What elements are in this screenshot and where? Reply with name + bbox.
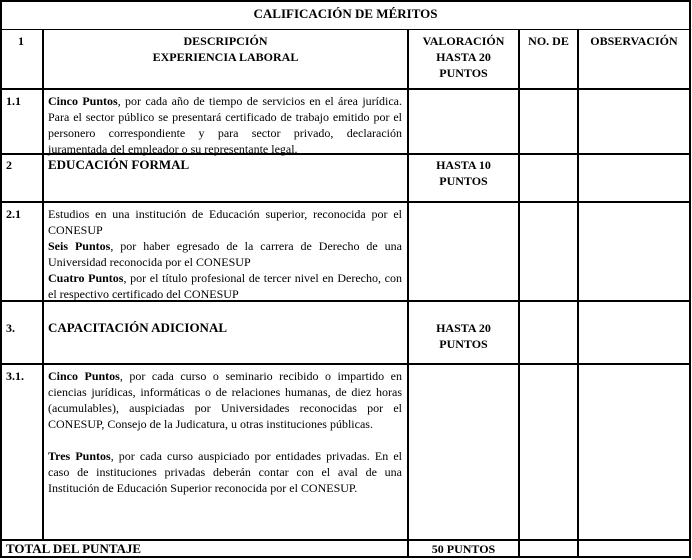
row-number: 3. bbox=[6, 321, 15, 335]
points-label: Seis Puntos bbox=[48, 239, 111, 253]
description-text: , por haber egresado de la carrera de Derecho de una Universidad reconocida por el CONESUP bbox=[48, 239, 403, 269]
rule-col-observacion bbox=[577, 30, 579, 558]
rule-top bbox=[0, 0, 691, 2]
rule-col-no-de bbox=[518, 30, 520, 558]
header-experience: EXPERIENCIA LABORAL bbox=[152, 50, 299, 64]
header-valoracion-max: HASTA 20 bbox=[436, 50, 491, 64]
description-paragraph bbox=[48, 238, 402, 270]
valoracion-unit: PUNTOS bbox=[439, 174, 488, 188]
row-number: 2 bbox=[6, 158, 12, 172]
valoracion-unit: PUNTOS bbox=[439, 337, 488, 351]
rule-row3-bottom bbox=[0, 363, 691, 365]
header-number: 1 bbox=[18, 34, 24, 48]
points-label: Cinco Puntos bbox=[48, 94, 118, 108]
description-text: , por cada curso auspiciado por entidades privadas. En el caso de instituciones privadas deberán contar con el aval de una Institución de Educación Superior reconocida por el CONESUP. bbox=[48, 449, 402, 495]
rule-left bbox=[0, 0, 2, 558]
row-number: 2.1 bbox=[6, 207, 21, 221]
rule-col-valoracion bbox=[407, 30, 409, 558]
description-text: , por cada año de tiempo de servicios en el área jurídica. Para el sector público se presentará certificado de trabajo emitido por el personero correspondiente y para sector privado, declaración juramentada del empleador o su representante legal. bbox=[48, 94, 402, 156]
points-label: Tres Puntos bbox=[48, 449, 111, 463]
description-paragraph bbox=[48, 448, 402, 496]
description-paragraph bbox=[48, 368, 402, 432]
description-text: , por cada curso o seminario recibido o impartido en ciencias jurídicas, informáticas o de relaciones humanas, de diez horas (acumulables), auspiciadas por Universidades reconocidas por el CONESUP, Consejo de la Judicatura, u otras instituciones públicas. bbox=[48, 369, 403, 431]
rule-header-bottom bbox=[0, 88, 691, 90]
rule-title-bottom bbox=[0, 29, 691, 30]
table-title: CALIFICACIÓN DE MÉRITOS bbox=[253, 6, 438, 21]
header-no-de: NO. DE bbox=[528, 34, 569, 48]
valoracion-max: HASTA 20 bbox=[436, 321, 491, 335]
row-description bbox=[48, 206, 402, 302]
row-description bbox=[48, 368, 402, 496]
row-description bbox=[48, 93, 402, 157]
description-text: , por el título profesional de tercer nivel en Derecho, con el respectivo certificado del CONESUP bbox=[48, 271, 402, 301]
description-text: Estudios en una institución de Educación superior, reconocida por el CONESUP bbox=[48, 207, 402, 237]
description-paragraph bbox=[48, 270, 402, 302]
rule-col-num bbox=[42, 30, 44, 540]
row-number: 3.1. bbox=[6, 369, 24, 383]
rule-row2-bottom bbox=[0, 201, 691, 203]
points-label: Cuatro Puntos bbox=[48, 271, 124, 285]
valoracion-max: HASTA 10 bbox=[436, 158, 491, 172]
row-number: 1.1 bbox=[6, 94, 21, 108]
header-valoracion: VALORACIÓN bbox=[422, 34, 505, 48]
total-value: 50 PUNTOS bbox=[431, 542, 496, 556]
header-valoracion-unit: PUNTOS bbox=[439, 66, 488, 80]
points-label: Cinco Puntos bbox=[48, 369, 120, 383]
rule-right bbox=[689, 0, 691, 558]
section-title: EDUCACIÓN FORMAL bbox=[48, 157, 190, 172]
header-observacion: OBSERVACIÓN bbox=[590, 34, 678, 48]
header-description: DESCRIPCIÓN bbox=[183, 34, 268, 48]
total-label: TOTAL DEL PUNTAJE bbox=[6, 541, 142, 556]
section-title: CAPACITACIÓN ADICIONAL bbox=[48, 320, 228, 335]
